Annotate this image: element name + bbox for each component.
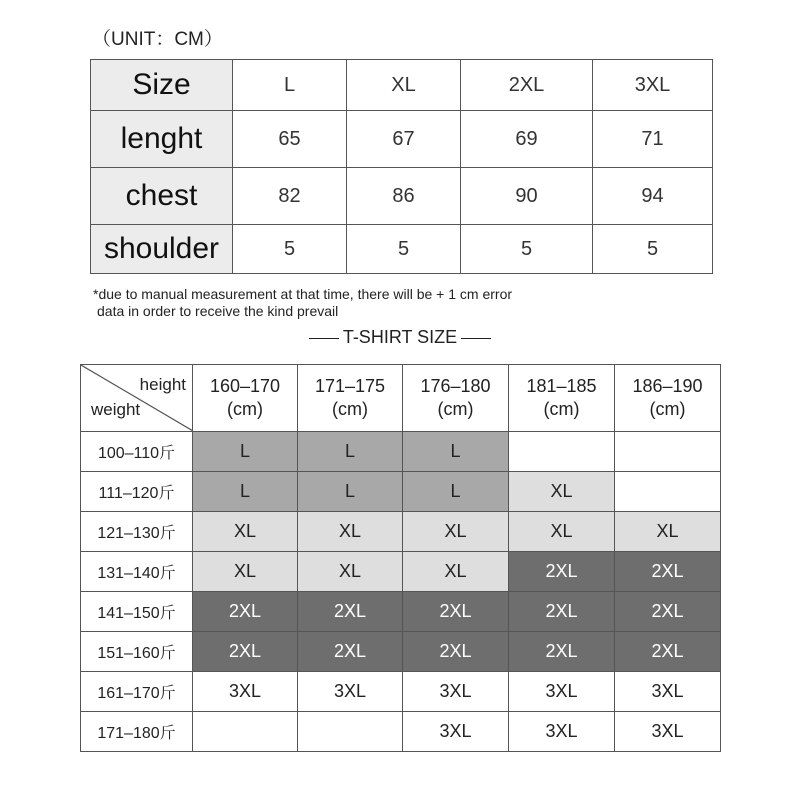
measure-cell: 90 bbox=[461, 168, 593, 225]
size-header-cell: 2XL bbox=[461, 60, 593, 111]
size-cell: 2XL bbox=[403, 632, 509, 672]
height-header-cell bbox=[509, 365, 615, 432]
size-cell: XL bbox=[193, 552, 298, 592]
size-measurement-table bbox=[90, 59, 713, 274]
size-cell: XL bbox=[615, 512, 721, 552]
height-unit: (cm) bbox=[332, 399, 368, 419]
size-cell: 2XL bbox=[193, 592, 298, 632]
size-cell: 3XL bbox=[509, 672, 615, 712]
size-header-cell: L bbox=[233, 60, 347, 111]
size-cell: XL bbox=[509, 512, 615, 552]
table-row bbox=[91, 225, 713, 274]
size-cell: 2XL bbox=[403, 592, 509, 632]
height-range: 171–175 bbox=[314, 376, 386, 396]
section-title-text: T-SHIRT SIZE bbox=[342, 327, 458, 347]
row-label: chest bbox=[91, 168, 233, 225]
size-cell: 2XL bbox=[509, 592, 615, 632]
size-cell: 3XL bbox=[615, 672, 721, 712]
measure-cell: 82 bbox=[233, 168, 347, 225]
height-unit: (cm) bbox=[437, 399, 474, 419]
weight-label: 100–110斤 bbox=[81, 432, 193, 472]
size-header-cell: 3XL bbox=[593, 60, 713, 111]
row-label: lenght bbox=[91, 111, 233, 168]
measure-cell: 5 bbox=[233, 225, 347, 274]
measure-cell: 5 bbox=[461, 225, 593, 274]
size-cell: 2XL bbox=[298, 592, 403, 632]
measurement-note bbox=[93, 286, 512, 320]
size-fit-table bbox=[80, 364, 721, 752]
size-cell: L bbox=[193, 472, 298, 512]
size-cell: XL bbox=[403, 512, 509, 552]
height-header-cell bbox=[403, 365, 509, 432]
height-header-cell bbox=[615, 365, 721, 432]
size-cell: L bbox=[403, 432, 509, 472]
size-cell: 3XL bbox=[403, 712, 509, 752]
height-unit: (cm) bbox=[227, 399, 263, 419]
height-unit: (cm) bbox=[649, 399, 686, 419]
measure-cell: 71 bbox=[593, 111, 713, 168]
measure-cell: 67 bbox=[347, 111, 461, 168]
measure-cell: 69 bbox=[461, 111, 593, 168]
measure-cell: 86 bbox=[347, 168, 461, 225]
height-header-row bbox=[81, 365, 721, 432]
weight-label: 131–140斤 bbox=[81, 552, 193, 592]
size-cell: XL bbox=[403, 552, 509, 592]
measure-cell: 65 bbox=[233, 111, 347, 168]
size-header-label: Size bbox=[91, 60, 233, 111]
weight-label: 151–160斤 bbox=[81, 632, 193, 672]
height-range: 176–180 bbox=[420, 376, 491, 396]
table-row bbox=[81, 672, 721, 712]
size-cell: 2XL bbox=[615, 552, 721, 592]
size-cell: XL bbox=[298, 552, 403, 592]
weight-label: 141–150斤 bbox=[81, 592, 193, 632]
unit-label: （UNIT：CM） bbox=[92, 29, 223, 50]
size-header-row bbox=[91, 60, 713, 111]
table-row bbox=[91, 111, 713, 168]
size-cell: XL bbox=[509, 472, 615, 512]
height-unit: (cm) bbox=[543, 399, 580, 419]
height-range: 181–185 bbox=[526, 376, 597, 396]
height-range: 186–190 bbox=[632, 376, 703, 396]
measure-cell: 94 bbox=[593, 168, 713, 225]
row-label: shoulder bbox=[91, 225, 233, 274]
size-cell: L bbox=[403, 472, 509, 512]
note-line: *due to manual measurement at that time, there will be + 1 cm error bbox=[93, 286, 513, 302]
size-cell: 3XL bbox=[509, 712, 615, 752]
size-cell: L bbox=[298, 472, 403, 512]
size-cell bbox=[509, 432, 615, 472]
size-header-cell: XL bbox=[347, 60, 461, 111]
note-line: data in order to receive the kind prevail bbox=[97, 303, 339, 319]
size-cell: 2XL bbox=[298, 632, 403, 672]
table-row bbox=[81, 632, 721, 672]
table-row bbox=[81, 552, 721, 592]
size-cell bbox=[615, 432, 721, 472]
table-row bbox=[81, 712, 721, 752]
weight-label: 121–130斤 bbox=[81, 512, 193, 552]
size-cell: 2XL bbox=[193, 632, 298, 672]
section-title bbox=[0, 327, 800, 348]
corner-cell bbox=[81, 365, 193, 432]
size-cell: 3XL bbox=[193, 672, 298, 712]
size-cell: L bbox=[298, 432, 403, 472]
measure-cell: 5 bbox=[593, 225, 713, 274]
table-row bbox=[81, 432, 721, 472]
table-row bbox=[81, 592, 721, 632]
size-cell: 2XL bbox=[615, 632, 721, 672]
size-cell bbox=[193, 712, 298, 752]
corner-weight-label: weight bbox=[91, 400, 141, 419]
size-cell bbox=[298, 712, 403, 752]
size-cell: 3XL bbox=[403, 672, 509, 712]
size-cell: XL bbox=[193, 512, 298, 552]
table-row bbox=[91, 168, 713, 225]
size-cell: 2XL bbox=[509, 552, 615, 592]
corner-height-label: height bbox=[139, 375, 186, 394]
size-cell: XL bbox=[298, 512, 403, 552]
height-header-cell bbox=[298, 365, 403, 432]
size-cell: L bbox=[193, 432, 298, 472]
size-cell: 3XL bbox=[615, 712, 721, 752]
table-row bbox=[81, 512, 721, 552]
size-cell bbox=[615, 472, 721, 512]
weight-label: 111–120斤 bbox=[81, 472, 193, 512]
title-dash-left bbox=[309, 338, 339, 339]
size-cell: 3XL bbox=[298, 672, 403, 712]
weight-label: 171–180斤 bbox=[81, 712, 193, 752]
height-header-cell bbox=[193, 365, 298, 432]
table-row bbox=[81, 472, 721, 512]
measure-cell: 5 bbox=[347, 225, 461, 274]
size-cell: 2XL bbox=[509, 632, 615, 672]
size-cell: 2XL bbox=[615, 592, 721, 632]
title-dash-right bbox=[461, 338, 491, 339]
weight-label: 161–170斤 bbox=[81, 672, 193, 712]
height-range: 160–170 bbox=[209, 376, 281, 396]
